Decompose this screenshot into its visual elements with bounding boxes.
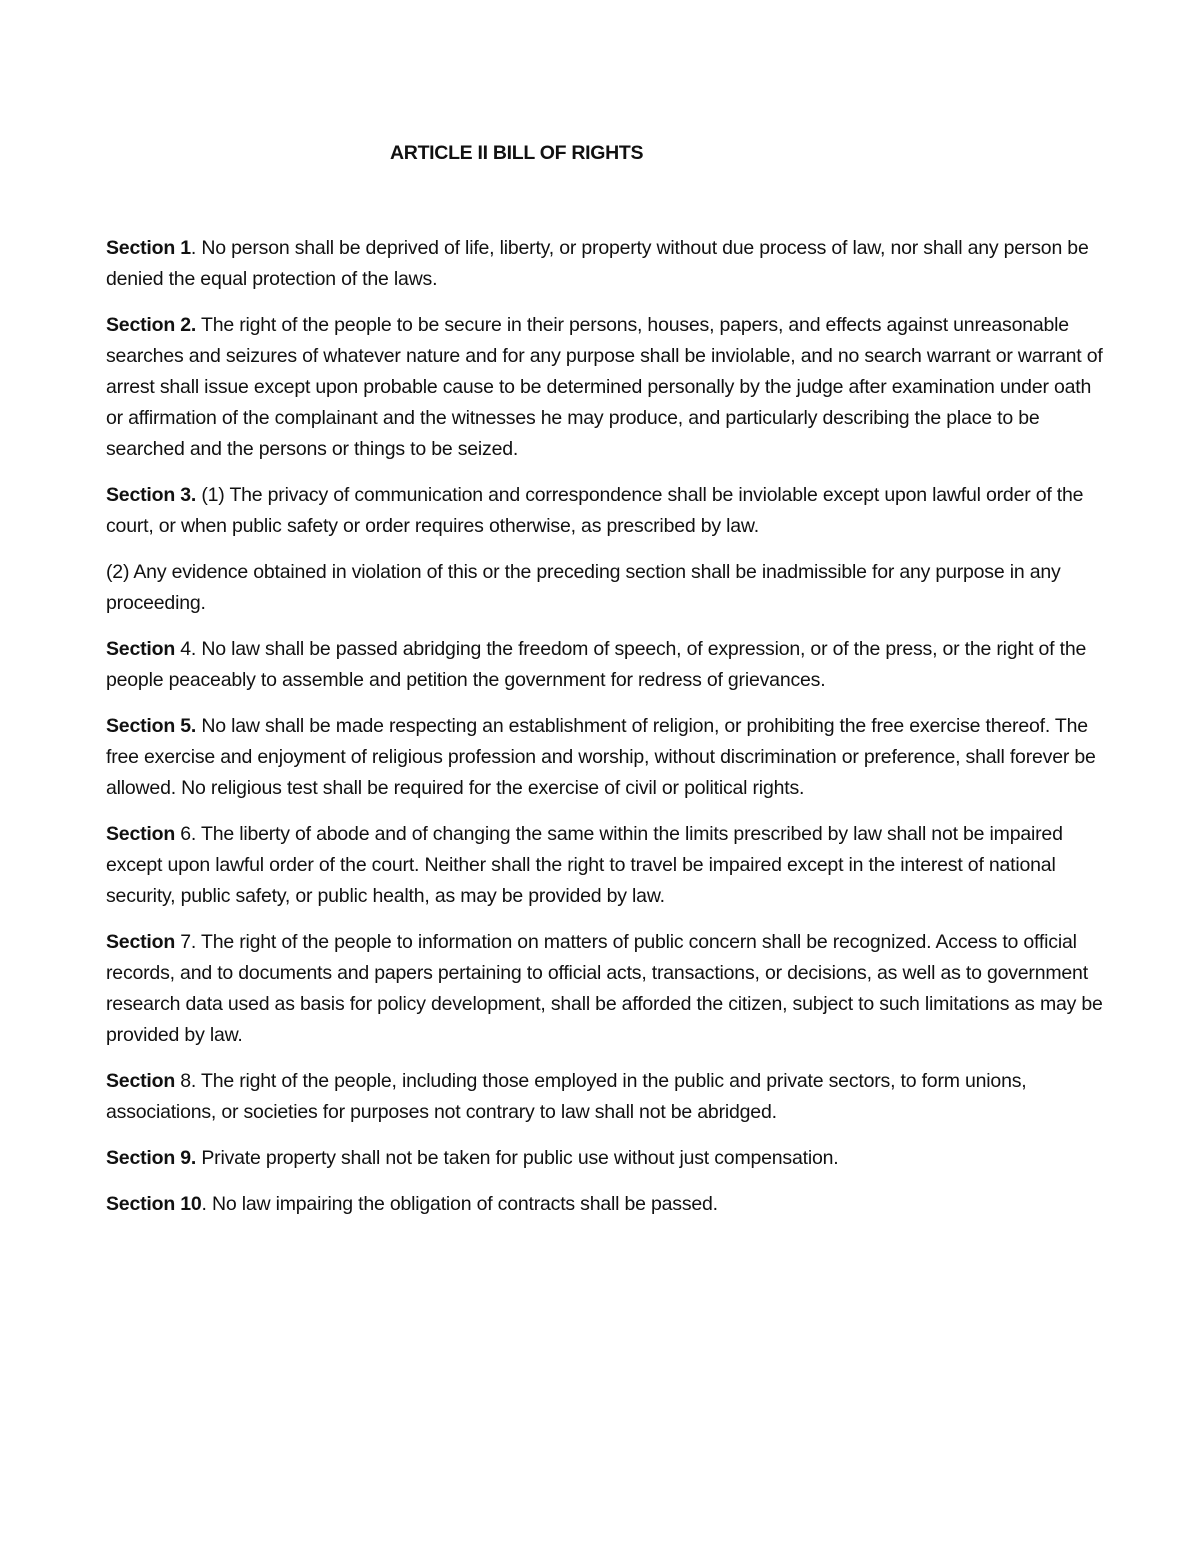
section-number: 2.: [175, 314, 197, 336]
section-text: . The right of the people, including those employed in the public and private sectors, to form unions, associations, or societies for purposes not contrary to law shall not be abridged.: [106, 1070, 1027, 1123]
section-4-paragraph: [106, 634, 1106, 696]
section-text: . The right of the people to information on matters of public concern shall be recognized. Access to official records, and to documents and papers pertaining to official acts, transactions, or decisions, as well as to government research data used as basis for policy development, shall be afforded the citizen, subject to such limitations as may be provided by law.: [106, 931, 1103, 1046]
section-number: 4: [175, 638, 191, 660]
section-number: 10: [175, 1193, 202, 1215]
section-3-subparagraph-2: [106, 557, 1106, 619]
section-label: Section: [106, 638, 176, 660]
section-number: 1: [175, 237, 191, 259]
section-3-paragraph: [106, 480, 1106, 542]
section-label: Section: [106, 1147, 176, 1169]
section-text: . The liberty of abode and of changing the same within the limits prescribed by law shall not be impaired except upon lawful order of the court. Neither shall the right to travel be impaired except in the interest of national security, public safety, or public health, as may be provided by law.: [106, 823, 1063, 907]
section-number: 3.: [175, 484, 197, 506]
section-text: (2) Any evidence obtained in violation of this or the preceding section shall be inadmissible for any purpose in any proceeding.: [106, 561, 1061, 614]
section-label: Section: [106, 823, 176, 845]
section-text: . No law shall be passed abridging the freedom of speech, of expression, or of the press, or the right of the people peaceably to assemble and petition the government for redress of grievances.: [106, 638, 1087, 691]
section-5-paragraph: [106, 711, 1106, 804]
section-label: Section: [106, 931, 176, 953]
section-number: 9.: [175, 1147, 197, 1169]
section-text: . No person shall be deprived of life, liberty, or property without due process of law, nor shall any person be denied the equal protection of the laws.: [106, 237, 1089, 290]
section-8-paragraph: [106, 1066, 1106, 1128]
section-number: 5.: [175, 715, 197, 737]
section-label: Section: [106, 1193, 176, 1215]
section-label: Section: [106, 1070, 176, 1092]
document-body: [106, 233, 1106, 1235]
section-1-paragraph: [106, 233, 1106, 295]
section-6-paragraph: [106, 819, 1106, 912]
section-7-paragraph: [106, 927, 1106, 1051]
section-number: 8: [175, 1070, 191, 1092]
document-title: ARTICLE II BILL OF RIGHTS: [390, 142, 644, 164]
section-label: Section: [106, 715, 176, 737]
section-9-paragraph: [106, 1143, 1106, 1174]
section-text: . No law impairing the obligation of contracts shall be passed.: [201, 1193, 718, 1215]
section-label: Section: [106, 314, 176, 336]
section-text: (1) The privacy of communication and correspondence shall be inviolable except upon lawful order of the court, or when public safety or order requires otherwise, as prescribed by law.: [106, 484, 1084, 537]
section-label: Section: [106, 484, 176, 506]
section-text: No law shall be made respecting an establishment of religion, or prohibiting the free exercise thereof. The free exercise and enjoyment of religious profession and worship, without discrimination or preference, shall forever be allowed. No religious test shall be required for the exercise of civil or political rights.: [106, 715, 1096, 799]
section-number: 7: [175, 931, 191, 953]
section-number: 6: [175, 823, 191, 845]
section-2-paragraph: [106, 310, 1106, 465]
section-label: Section: [106, 237, 176, 259]
section-text: Private property shall not be taken for public use without just compensation.: [196, 1147, 839, 1169]
section-text: The right of the people to be secure in their persons, houses, papers, and effects against unreasonable searches and seizures of whatever nature and for any purpose shall be inviolable, and no search warrant or warrant of arrest shall issue except upon probable cause to be determined personally by the judge after examination under oath or affirmation of the complainant and the witnesses he may produce, and particularly describing the place to be searched and the persons or things to be seized.: [106, 314, 1103, 460]
section-10-paragraph: [106, 1189, 1106, 1220]
